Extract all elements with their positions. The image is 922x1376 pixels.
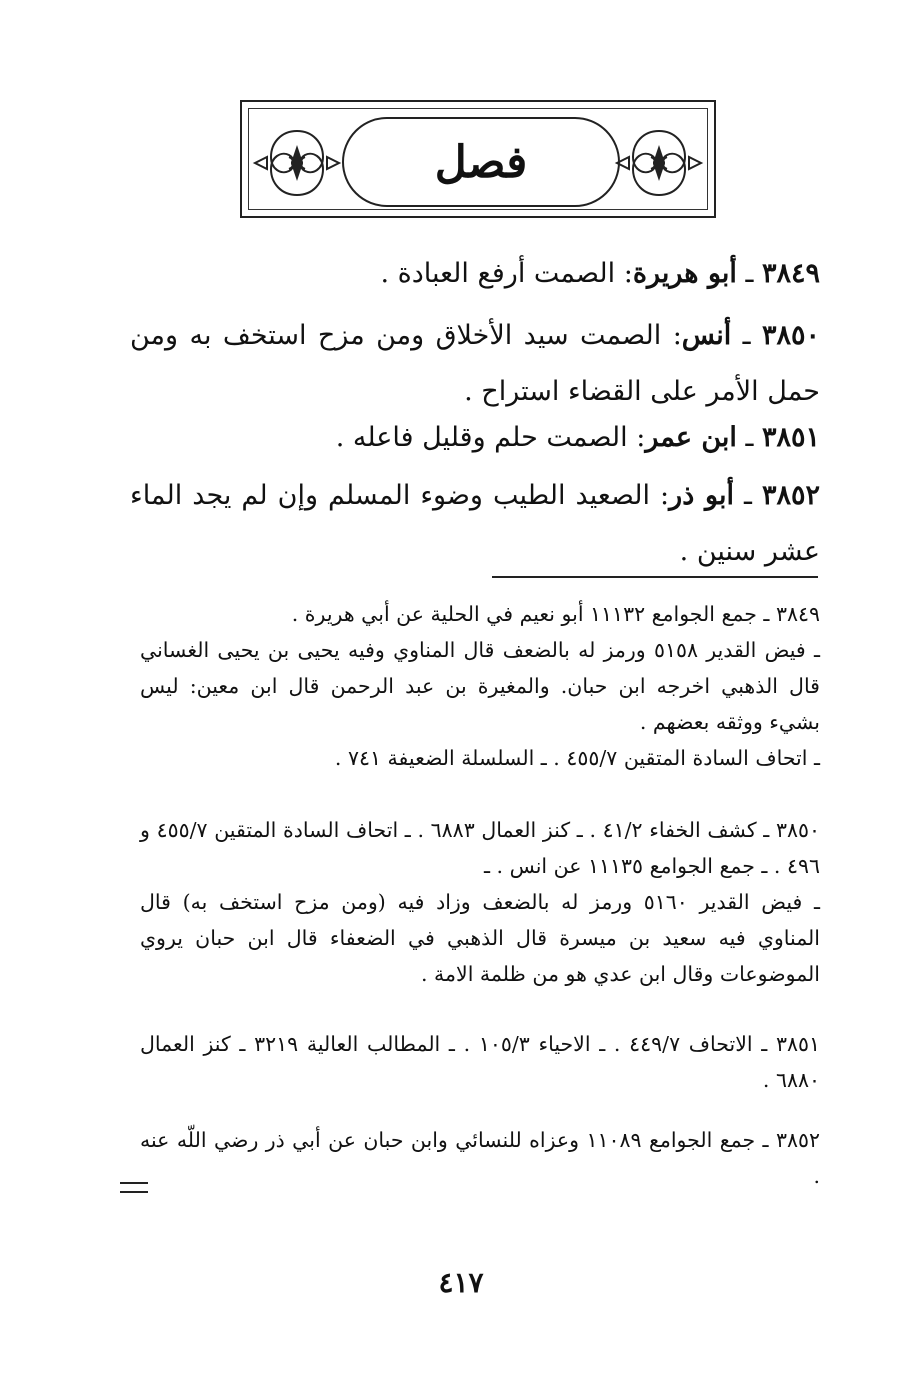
entry-narrator: أبو هريرة [632, 258, 737, 289]
footnote-separator-rule [492, 576, 818, 578]
entry-narrator: أنس [681, 320, 732, 351]
footnote-line: ٣٨٥٢ ـ جمع الجوامع ١١٠٨٩ وعزاه للنسائي وابن حبان عن أبي ذر رضي اللّه عنه . [140, 1128, 821, 1188]
section-title: فصل [434, 136, 528, 188]
arabesque-ornament-icon [613, 123, 705, 203]
footnote-3852 [140, 1122, 820, 1194]
entry-text: : الصعيد الطيب وضوء المسلم وإن لم يجد الماء عشر سنين . [130, 480, 820, 567]
footnote-line: ٣٨٥١ ـ الاتحاف ٤٤٩/٧ . ـ الاحياء ١٠٥/٣ . ـ المطالب العالية ٣٢١٩ ـ كنز العمال ٦٨٨٠ . [140, 1032, 820, 1092]
entry-narrator: أبو ذر [669, 480, 735, 511]
entry-separator: ـ [736, 258, 762, 289]
footnote-line: ـ فيض القدير ٥١٦٠ ورمز له بالضعف وزاد فيه (ومن مزح استخف به) قال المناوي فيه سعيد بن ميسرة قال الذهبي في الضعفاء قال ابن حبان يروي الموضوعات وقال ابن عدي هو من ظلمة الامة . [140, 890, 820, 986]
entry-narrator: ابن عمر [645, 422, 737, 453]
double-rule-mark [120, 1182, 148, 1193]
entry-separator: ـ [734, 480, 762, 511]
title-cartouche [342, 117, 620, 207]
footnote-line: ٣٨٤٩ ـ جمع الجوامع ١١١٣٢ أبو نعيم في الحلية عن أبي هريرة . [291, 602, 820, 626]
entry-separator: ـ [731, 320, 762, 351]
footnote-3849 [140, 596, 820, 776]
arabesque-ornament-icon [251, 123, 343, 203]
entry-separator: ـ [736, 422, 762, 453]
entry-text: : الصمت أرفع العبادة . [380, 258, 633, 289]
entry-3850 [130, 308, 820, 420]
page-number: ٤١٧ [438, 1266, 484, 1299]
footnote-3850 [140, 812, 820, 992]
entry-number: ٣٨٥٠ [762, 320, 821, 351]
entry-text: : الصمت سيد الأخلاق ومن مزح استخف به ومن حمل الأمر على القضاء استراح . [130, 320, 820, 407]
footnote-line: ٣٨٥٠ ـ كشف الخفاء ٤١/٢ . ـ كنز العمال ٦٨٨٣ . ـ اتحاف السادة المتقين ٤٥٥/٧ و ٤٩٦ . ـ جمع الجوامع ١١١٣٥ عن انس . ـ [140, 818, 820, 878]
footnote-3851 [140, 1026, 820, 1098]
entry-3852 [130, 468, 820, 580]
entry-number: ٣٨٥٢ [761, 480, 820, 511]
entry-number: ٣٨٥١ [761, 422, 820, 453]
entry-3851 [130, 410, 820, 466]
banner-inner-frame [248, 108, 708, 210]
entry-3849 [130, 246, 820, 302]
footnote-line: ـ اتحاف السادة المتقين ٤٥٥/٧ . ـ السلسلة الضعيفة ٧٤١ . [334, 746, 820, 770]
entry-number: ٣٨٤٩ [761, 258, 820, 289]
footnote-line: ـ فيض القدير ٥١٥٨ ورمز له بالضعف قال المناوي وفيه يحيى بن يحيى الغساني قال الذهبي اخرجه ابن حبان. والمغيرة بن عبد الرحمن قال ابن معين: ليس بشيء ووثقه بعضهم . [140, 638, 820, 734]
section-banner [240, 100, 716, 218]
entry-text: : الصمت حلم وقليل فاعله . [335, 422, 646, 453]
